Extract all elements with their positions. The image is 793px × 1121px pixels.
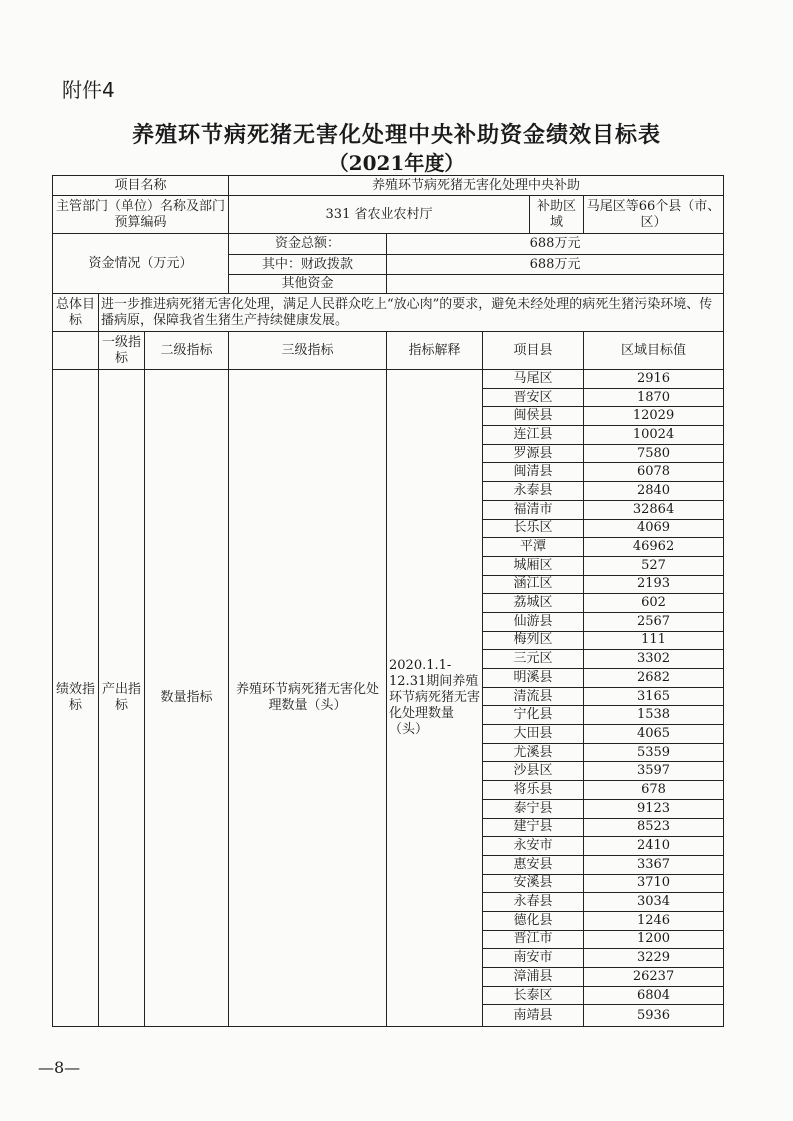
target-value: 3034 — [584, 893, 724, 912]
target-value: 2410 — [584, 837, 724, 856]
county-name: 惠安县 — [483, 855, 584, 874]
target-value: 1246 — [584, 911, 724, 930]
target-value: 12029 — [584, 407, 724, 426]
county-name: 晋江市 — [483, 930, 584, 949]
target-value: 527 — [584, 556, 724, 575]
county-name: 晋安区 — [483, 388, 584, 407]
target-value: 6804 — [584, 986, 724, 1005]
target-value: 3367 — [584, 855, 724, 874]
header-explain: 指标解释 — [387, 332, 483, 370]
county-name: 三元区 — [483, 650, 584, 669]
target-value: 1200 — [584, 930, 724, 949]
county-name: 罗源县 — [483, 444, 584, 463]
funds-total-label: 资金总额： — [229, 234, 387, 255]
county-name: 德化县 — [483, 911, 584, 930]
table-row — [53, 370, 724, 389]
county-name: 荔城区 — [483, 594, 584, 613]
county-name: 闽清县 — [483, 463, 584, 482]
county-name: 安溪县 — [483, 874, 584, 893]
performance-target-table — [52, 175, 724, 1027]
county-name: 梅列区 — [483, 631, 584, 650]
target-value: 3165 — [584, 687, 724, 706]
funds-other-label: 其他资金 — [229, 275, 387, 294]
county-name: 明溪县 — [483, 669, 584, 688]
target-value: 26237 — [584, 968, 724, 987]
county-name: 马尾区 — [483, 370, 584, 389]
overall-goal-label: 总体目标 — [53, 294, 99, 332]
county-name: 长泰区 — [483, 986, 584, 1005]
header-county: 项目县 — [483, 332, 584, 370]
county-name: 清流县 — [483, 687, 584, 706]
funds-finance-value: 688万元 — [387, 255, 724, 275]
funds-total-value: 688万元 — [387, 234, 724, 255]
target-value: 111 — [584, 631, 724, 650]
target-value: 2840 — [584, 482, 724, 501]
indicator-level3: 养殖环节病死猪无害化处理数量（头） — [229, 370, 387, 1027]
county-name: 南靖县 — [483, 1005, 584, 1027]
target-value: 1538 — [584, 706, 724, 725]
county-name: 涵江区 — [483, 575, 584, 594]
funds-finance-label: 其中：财政拨款 — [229, 255, 387, 275]
target-value: 602 — [584, 594, 724, 613]
attachment-label: 附件4 — [62, 78, 115, 102]
document-title: 养殖环节病死猪无害化处理中央补助资金绩效目标表 — [131, 122, 661, 148]
county-name: 尤溪县 — [483, 743, 584, 762]
header-level3: 三级指标 — [229, 332, 387, 370]
header-target: 区域目标值 — [584, 332, 724, 370]
county-name: 漳浦县 — [483, 968, 584, 987]
county-name: 永安市 — [483, 837, 584, 856]
project-name-value: 养殖环节病死猪无害化处理中央补助 — [229, 176, 724, 196]
target-value: 5359 — [584, 743, 724, 762]
target-value: 678 — [584, 781, 724, 800]
indicator-level2: 数量指标 — [145, 370, 229, 1027]
target-value: 32864 — [584, 500, 724, 519]
target-value: 7580 — [584, 444, 724, 463]
indicator-category: 绩效指标 — [53, 370, 99, 1027]
target-value: 1870 — [584, 388, 724, 407]
funds-label: 资金情况（万元） — [53, 234, 229, 294]
target-value: 8523 — [584, 818, 724, 837]
document-year: （2021年度） — [328, 151, 465, 175]
county-name: 大田县 — [483, 725, 584, 744]
county-name: 连江县 — [483, 426, 584, 445]
county-name: 宁化县 — [483, 706, 584, 725]
county-name: 福清市 — [483, 500, 584, 519]
county-name: 永泰县 — [483, 482, 584, 501]
target-value: 2193 — [584, 575, 724, 594]
target-value: 3710 — [584, 874, 724, 893]
target-value: 4065 — [584, 725, 724, 744]
target-value: 9123 — [584, 799, 724, 818]
page-number: —8— — [38, 1058, 81, 1077]
area-label: 补助区域 — [530, 196, 584, 234]
target-value: 3597 — [584, 762, 724, 781]
overall-goal-text: 进一步推进病死猪无害化处理，满足人民群众吃上“放心肉”的要求，避免未经处理的病死生猪污染环境、传播病原，保障我省生猪生产持续健康发展。 — [99, 294, 724, 332]
county-name: 仙游县 — [483, 612, 584, 631]
header-level1: 一级指标 — [99, 332, 145, 370]
county-name: 泰宁县 — [483, 799, 584, 818]
county-name: 平潭 — [483, 538, 584, 557]
header-level2: 二级指标 — [145, 332, 229, 370]
target-value: 3302 — [584, 650, 724, 669]
target-value: 5936 — [584, 1005, 724, 1027]
indicator-explain: 2020.1.1-12.31期间养殖环节病死猪无害化处理数量（头） — [387, 370, 483, 1027]
county-name: 闽侯县 — [483, 407, 584, 426]
county-name: 城厢区 — [483, 556, 584, 575]
department-label: 主管部门（单位）名称及部门预算编码 — [53, 196, 229, 234]
county-name: 永春县 — [483, 893, 584, 912]
funds-other-value — [387, 275, 724, 294]
county-name: 将乐县 — [483, 781, 584, 800]
county-name: 建宁县 — [483, 818, 584, 837]
target-value: 2916 — [584, 370, 724, 389]
project-name-label: 项目名称 — [53, 176, 229, 196]
target-value: 10024 — [584, 426, 724, 445]
area-value: 马尾区等66个县（市、区） — [584, 196, 724, 234]
department-value: 331 省农业农村厅 — [229, 196, 530, 234]
county-name: 南安市 — [483, 949, 584, 968]
target-value: 46962 — [584, 538, 724, 557]
target-value: 2682 — [584, 669, 724, 688]
target-value: 3229 — [584, 949, 724, 968]
target-value: 4069 — [584, 519, 724, 538]
indicator-level1: 产出指标 — [99, 370, 145, 1027]
target-value: 6078 — [584, 463, 724, 482]
county-name: 长乐区 — [483, 519, 584, 538]
county-name: 沙县区 — [483, 762, 584, 781]
target-value: 2567 — [584, 612, 724, 631]
